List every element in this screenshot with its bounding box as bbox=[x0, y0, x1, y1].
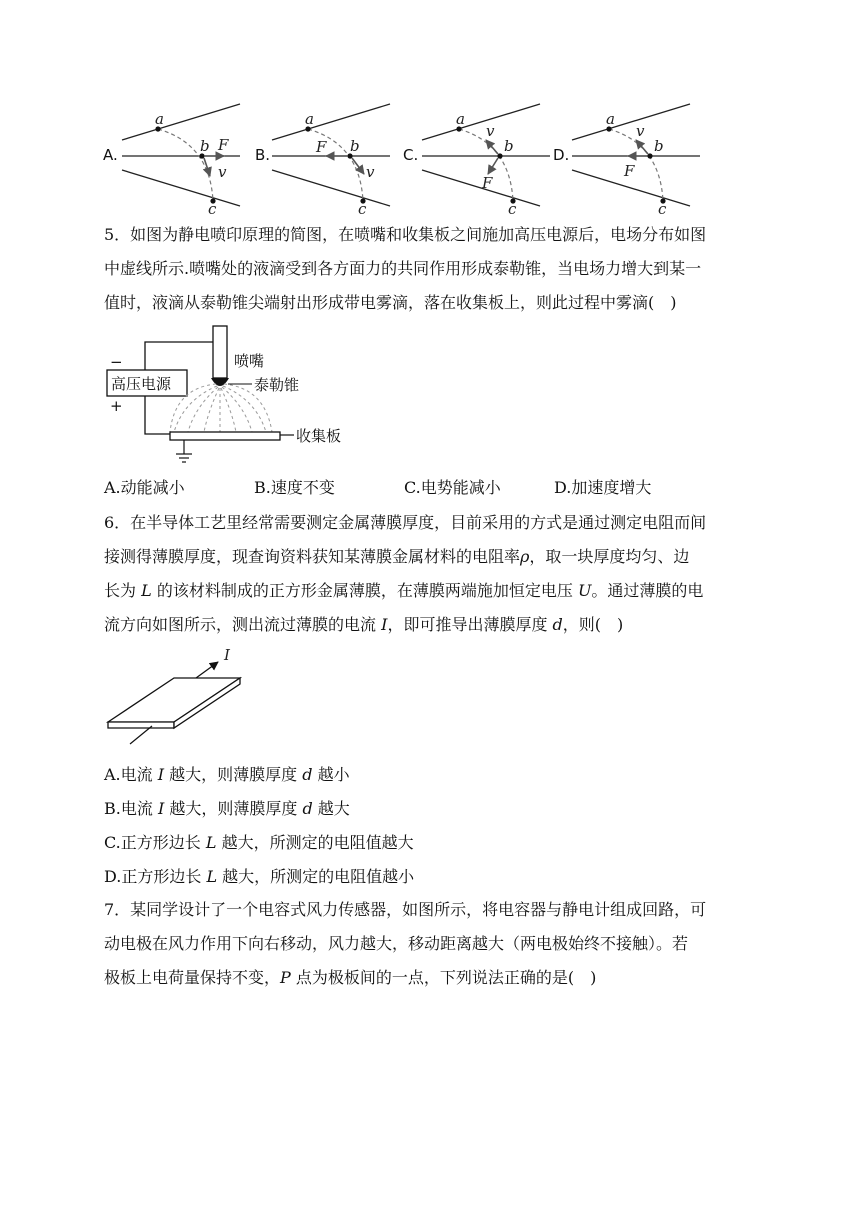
q6-line-4-a: 流方向如图所示，测出流过薄膜的电流 bbox=[104, 615, 377, 634]
q6-option-c-var1: L bbox=[205, 833, 217, 852]
label-b: b bbox=[200, 137, 210, 155]
lower-field-line bbox=[422, 170, 540, 206]
q4-option-a bbox=[103, 104, 240, 216]
q7-stem bbox=[104, 893, 764, 995]
q4-option-a-letter: A. bbox=[103, 146, 118, 164]
q6-figure bbox=[100, 640, 260, 760]
current-symbol: I bbox=[381, 615, 388, 634]
q7-line-2: 动电极在风力作用下向右移动，风力越大，移动距离越大（两电极始终不接触）。若 bbox=[104, 934, 689, 953]
q5-option-c[interactable]: C.电势能减小 bbox=[404, 478, 501, 497]
taylor-cone bbox=[211, 378, 229, 386]
q6-line-3 bbox=[104, 574, 764, 608]
q4-options bbox=[100, 96, 720, 216]
q6-line-2-text: 接测得薄膜厚度，现查询资料获知某薄膜金属材料的电阻率 bbox=[104, 547, 521, 566]
label-c: c bbox=[508, 200, 517, 216]
q5-line-2: 中虚线所示.喷嘴处的液滴受到各方面力的共同作用形成泰勒锥，当电场力增大到某一 bbox=[104, 259, 702, 278]
q6-option-d-post: 越大，所测定的电阻值越小 bbox=[217, 867, 415, 886]
q6-option-d[interactable] bbox=[104, 860, 764, 894]
nozzle-label: 喷嘴 bbox=[234, 352, 265, 370]
q6-option-a-var1: I bbox=[157, 765, 165, 784]
q7-line-3-b: 点为极板间的一点，下列说法正确的是( ) bbox=[290, 968, 597, 987]
label-c: c bbox=[658, 200, 667, 216]
label-a: a bbox=[305, 110, 314, 128]
q4-option-b bbox=[255, 104, 390, 216]
wire-positive bbox=[145, 396, 170, 434]
label-v: v bbox=[636, 122, 645, 140]
force-arrow bbox=[488, 158, 498, 174]
q6-line-2-tail: ，取一块厚度均匀、边 bbox=[529, 547, 690, 566]
q5-figure bbox=[100, 322, 360, 472]
label-c: c bbox=[358, 200, 367, 216]
velocity-arrow bbox=[486, 140, 498, 154]
q6-option-d-var1: L bbox=[206, 867, 218, 886]
q6-option-b-pre: B.电流 bbox=[104, 799, 158, 818]
q6-line-3-c: 。通过薄膜的电 bbox=[591, 581, 704, 600]
taylor-cone-label: 泰勒锥 bbox=[254, 376, 300, 394]
minus-sign: − bbox=[110, 353, 123, 371]
q6-option-c-pre: C.正方形边长 bbox=[104, 833, 206, 852]
q6-option-b-var1: I bbox=[157, 799, 165, 818]
q4-option-d bbox=[553, 104, 700, 216]
velocity-arrow bbox=[636, 140, 648, 154]
q6-option-c[interactable] bbox=[104, 826, 764, 860]
label-f: F bbox=[316, 138, 327, 156]
current-arrow bbox=[196, 662, 218, 678]
label-f: F bbox=[482, 174, 493, 192]
label-b: b bbox=[350, 137, 360, 155]
current-label: I bbox=[224, 646, 230, 664]
power-supply-label: 高压电源 bbox=[111, 375, 172, 393]
q4-figures-svg bbox=[100, 96, 720, 216]
point-b bbox=[497, 153, 502, 158]
label-v: v bbox=[366, 163, 375, 181]
q6-option-a-post: 越小 bbox=[312, 765, 350, 784]
label-b: b bbox=[654, 137, 664, 155]
q4-option-d-letter: D. bbox=[553, 146, 570, 164]
label-a: a bbox=[155, 110, 164, 128]
q6-option-b[interactable] bbox=[104, 792, 764, 826]
q6-option-a-mid: 越大，则薄膜厚度 bbox=[164, 765, 303, 784]
film-front-face bbox=[108, 722, 174, 728]
upper-field-line bbox=[122, 104, 240, 140]
q5-option-d[interactable]: D.加速度增大 bbox=[554, 478, 652, 497]
q6-option-c-post: 越大，所测定的电阻值越大 bbox=[216, 833, 414, 852]
q7-line-1: 7．某同学设计了一个电容式风力传感器，如图所示，将电容器与静电计组成回路，可 bbox=[104, 900, 707, 919]
point-b bbox=[647, 153, 652, 158]
q6-line-4-b: ，即可推导出薄膜厚度 bbox=[387, 615, 548, 634]
q4-option-c bbox=[403, 104, 550, 216]
q6-option-a-pre: A.电流 bbox=[104, 765, 158, 784]
q6-option-b-mid: 越大，则薄膜厚度 bbox=[164, 799, 303, 818]
q6-stem bbox=[104, 506, 764, 642]
label-f: F bbox=[624, 162, 635, 180]
label-v: v bbox=[486, 122, 495, 140]
q6-line-4 bbox=[104, 608, 764, 642]
label-c: c bbox=[208, 200, 217, 216]
q6-option-a[interactable] bbox=[104, 758, 764, 792]
q6-line-3-b: 的该材料制成的正方形金属薄膜，在薄膜两端施加恒定电压 bbox=[156, 581, 573, 600]
label-b: b bbox=[504, 137, 514, 155]
collector-plate-label: 收集板 bbox=[296, 427, 342, 445]
q6-option-b-post: 越大 bbox=[312, 799, 350, 818]
collector-plate bbox=[170, 432, 280, 440]
label-f: F bbox=[218, 136, 229, 154]
wire-negative bbox=[145, 342, 213, 370]
plus-sign: + bbox=[110, 397, 123, 415]
velocity-arrow bbox=[204, 158, 210, 176]
q5-line-3: 值时，液滴从泰勒锥尖端射出形成带电雾滴，落在收集板上，则此过程中雾滴( ) bbox=[104, 293, 677, 312]
current-in-line bbox=[130, 726, 152, 744]
film-top-face bbox=[108, 678, 240, 722]
q5-option-a[interactable]: A.动能减小 bbox=[104, 478, 185, 497]
q7-line-3 bbox=[104, 961, 764, 995]
q5-stem bbox=[104, 218, 764, 320]
q6-figure-svg bbox=[100, 640, 260, 760]
q5-figure-svg bbox=[100, 322, 360, 472]
q6-line-4-c: ，则( ) bbox=[562, 615, 624, 634]
upper-field-line bbox=[422, 104, 540, 140]
q6-line-1: 6．在半导体工艺里经常需要测定金属薄膜厚度，目前采用的方式是通过测定电阻而间 bbox=[104, 513, 707, 532]
upper-field-line bbox=[272, 104, 390, 140]
q7-line-3-a: 极板上电荷量保持不变， bbox=[104, 968, 281, 987]
q5-line-1: 5．如图为静电喷印原理的简图，在喷嘴和收集板之间施加高压电源后，电场分布如图 bbox=[104, 225, 707, 244]
upper-field-line bbox=[572, 104, 690, 140]
nozzle bbox=[213, 326, 227, 378]
q4-option-b-letter: B. bbox=[255, 146, 271, 164]
label-a: a bbox=[606, 110, 615, 128]
q6-option-a-var2: d bbox=[302, 765, 313, 784]
q6-option-b-var2: d bbox=[302, 799, 313, 818]
thickness-symbol: d bbox=[552, 615, 563, 634]
resistivity-symbol: ρ bbox=[520, 547, 530, 566]
q6-options bbox=[104, 758, 764, 894]
q6-line-3-a: 长为 bbox=[104, 581, 137, 600]
velocity-arrow bbox=[352, 158, 364, 174]
q5-option-b[interactable]: B.速度不变 bbox=[254, 478, 335, 497]
q4-option-c-letter: C. bbox=[403, 146, 419, 164]
q6-line-2 bbox=[104, 540, 764, 574]
label-v: v bbox=[218, 163, 227, 181]
voltage-symbol: U bbox=[577, 581, 592, 600]
label-a: a bbox=[456, 110, 465, 128]
side-length-symbol: L bbox=[141, 581, 152, 600]
q6-option-d-pre: D.正方形边长 bbox=[104, 867, 207, 886]
point-p-symbol: P bbox=[280, 968, 291, 987]
